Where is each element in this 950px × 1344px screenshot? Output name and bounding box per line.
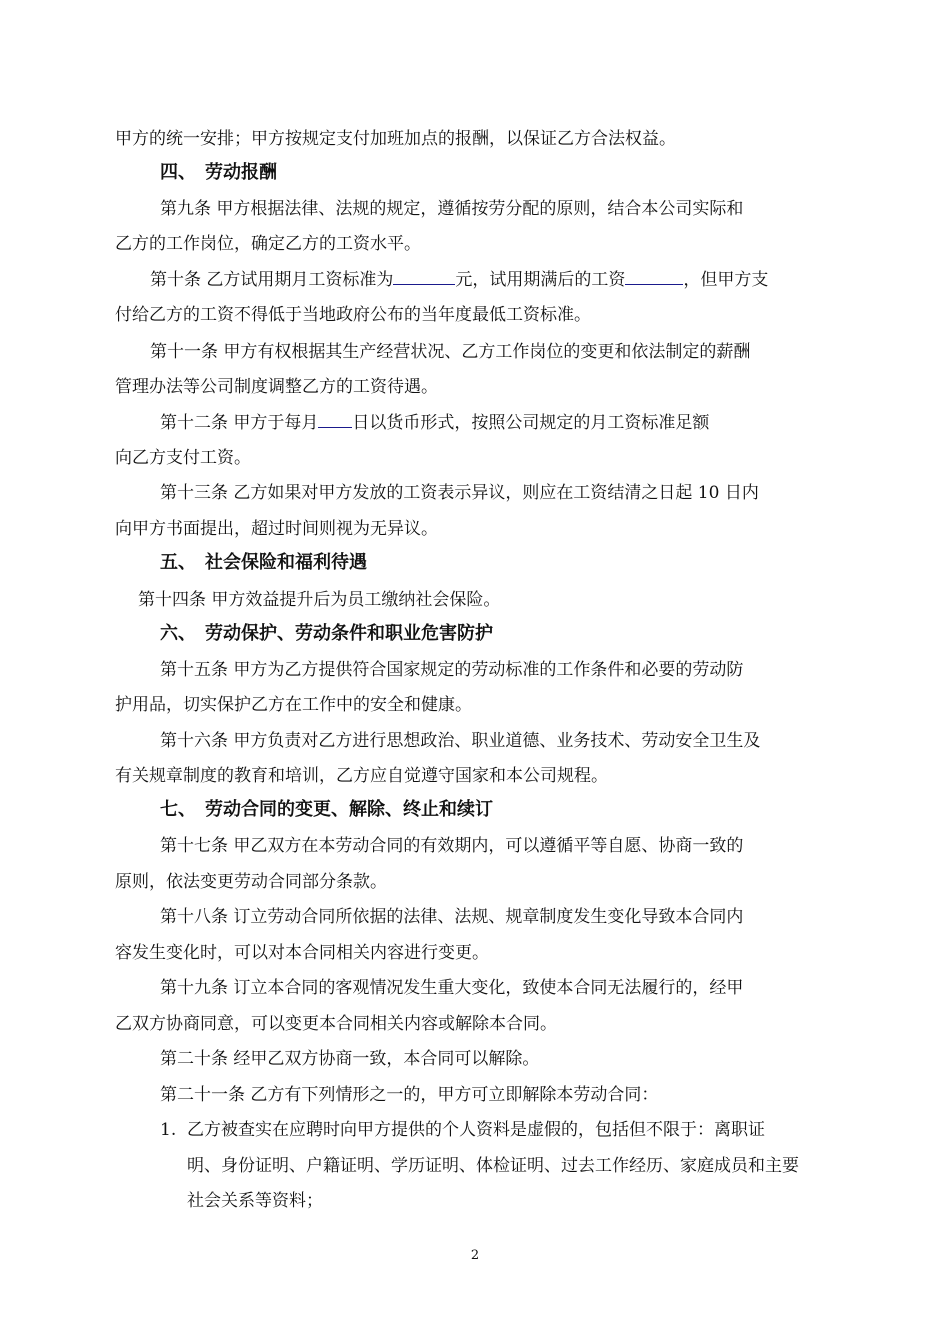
article-11-line-1: 第十一条 甲方有权根据其生产经营状况、乙方工作岗位的变更和依法制定的薪酬 — [150, 342, 751, 362]
article-18-line-1: 第十八条 订立劳动合同所依据的法律、法规、规章制度发生变化导致本合同内 — [160, 907, 744, 927]
list-item-1-line-1: 乙方被查实在应聘时向甲方提供的个人资料是虚假的，包括但不限于：离职证 — [187, 1120, 765, 1140]
article-18-line-2: 容发生变化时，可以对本合同相关内容进行变更。 — [115, 943, 489, 963]
list-item-1-line-3: 社会关系等资料； — [187, 1191, 323, 1211]
regular-salary-blank — [625, 268, 683, 285]
article-19-line-1: 第十九条 订立本合同的客观情况发生重大变化，致使本合同无法履行的，经甲 — [160, 978, 744, 998]
article-12-line-1 — [160, 411, 709, 434]
article-11-line-2: 管理办法等公司制度调整乙方的工资待遇。 — [115, 377, 438, 397]
paragraph-line: 甲方的统一安排；甲方按规定支付加班加点的报酬，以保证乙方合法权益。 — [115, 129, 676, 149]
list-item-1-number: 1. — [160, 1120, 177, 1140]
article-12-text-b: 日以货币形式，按照公司规定的月工资标准足额 — [352, 413, 710, 433]
article-17-line-1: 第十七条 甲乙双方在本劳动合同的有效期内，可以遵循平等自愿、协商一致的 — [160, 836, 744, 856]
probation-salary-blank — [393, 268, 455, 285]
section-heading-7: 七、 劳动合同的变更、解除、终止和续订 — [160, 799, 493, 820]
article-19-line-2: 乙双方协商同意，可以变更本合同相关内容或解除本合同。 — [115, 1014, 557, 1034]
section-heading-4: 四、 劳动报酬 — [160, 162, 277, 183]
article-13-line-1: 第十三条 乙方如果对甲方发放的工资表示异议，则应在工资结清之日起 10 日内 — [160, 483, 759, 503]
article-10-line-2: 付给乙方的工资不得低于当地政府公布的当年度最低工资标准。 — [115, 305, 591, 325]
article-14: 第十四条 甲方效益提升后为员工缴纳社会保险。 — [138, 590, 501, 610]
article-16-line-2: 有关规章制度的教育和培训，乙方应自觉遵守国家和本公司规程。 — [115, 766, 608, 786]
article-20: 第二十条 经甲乙双方协商一致，本合同可以解除。 — [160, 1049, 540, 1069]
article-13-line-2: 向甲方书面提出，超过时间则视为无异议。 — [115, 519, 438, 539]
article-15-line-2: 护用品，切实保护乙方在工作中的安全和健康。 — [115, 695, 472, 715]
page-number: 2 — [470, 1248, 480, 1263]
list-item-1-line-2: 明、身份证明、户籍证明、学历证明、体检证明、过去工作经历、家庭成员和主要 — [187, 1156, 799, 1176]
pay-day-blank — [318, 411, 352, 428]
article-9-line-2: 乙方的工作岗位，确定乙方的工资水平。 — [115, 234, 421, 254]
article-10-line-1 — [150, 268, 768, 291]
section-heading-5: 五、 社会保险和福利待遇 — [160, 552, 367, 573]
article-10-text-a: 第十条 乙方试用期月工资标准为 — [150, 270, 394, 290]
article-12-text-a: 第十二条 甲方于每月 — [160, 413, 319, 433]
article-15-line-1: 第十五条 甲方为乙方提供符合国家规定的劳动标准的工作条件和必要的劳动防 — [160, 660, 744, 680]
article-9-line-1: 第九条 甲方根据法律、法规的规定，遵循按劳分配的原则，结合本公司实际和 — [160, 199, 744, 219]
article-21: 第二十一条 乙方有下列情形之一的，甲方可立即解除本劳动合同： — [160, 1085, 659, 1105]
article-12-line-2: 向乙方支付工资。 — [115, 448, 251, 468]
article-10-text-b: 元，试用期满后的工资 — [455, 270, 626, 290]
section-heading-6: 六、 劳动保护、劳动条件和职业危害防护 — [160, 623, 493, 644]
article-16-line-1: 第十六条 甲方负责对乙方进行思想政治、职业道德、业务技术、劳动安全卫生及 — [160, 731, 761, 751]
article-10-text-c: ，但甲方支 — [683, 270, 769, 290]
article-17-line-2: 原则，依法变更劳动合同部分条款。 — [115, 872, 387, 892]
